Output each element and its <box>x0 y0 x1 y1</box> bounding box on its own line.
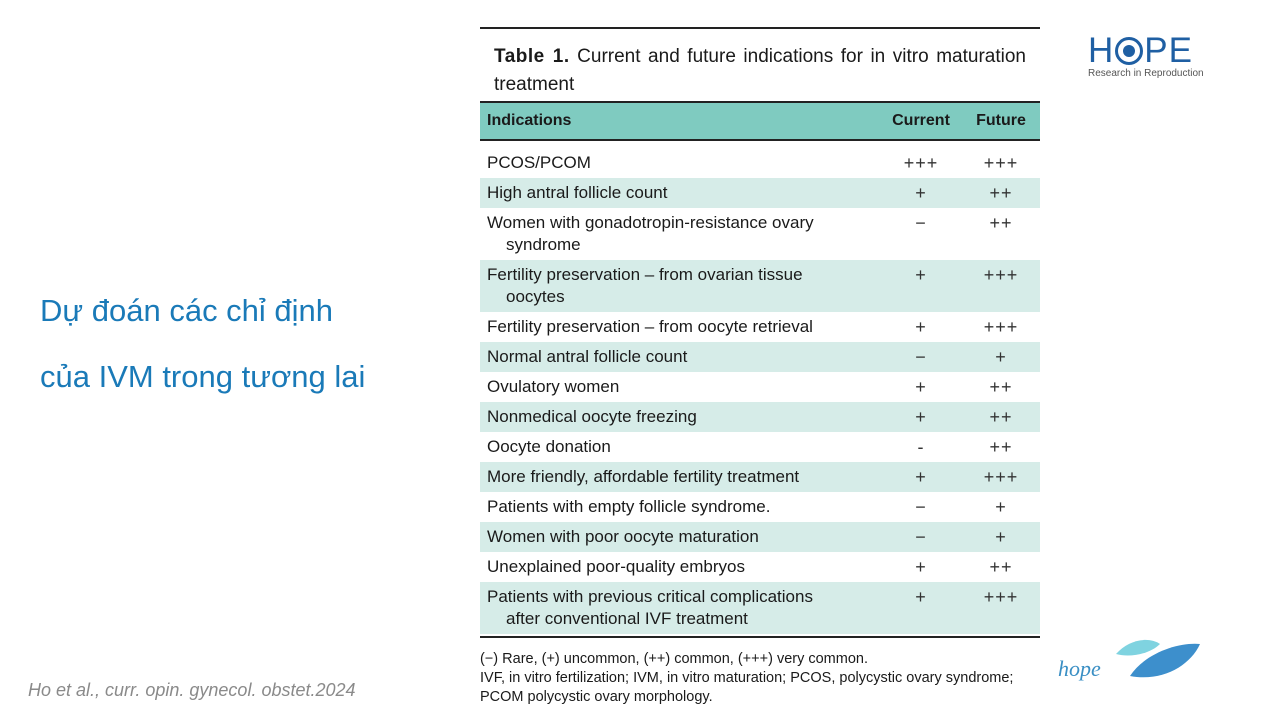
header-future: Future <box>976 112 1026 129</box>
citation: Ho et al., curr. opin. gynecol. obstet.2024 <box>28 680 356 700</box>
indication-text: Ovulatory women <box>487 377 620 396</box>
current-cell: + <box>915 183 927 203</box>
hope-footer-logo <box>1058 636 1208 686</box>
table-row <box>480 372 1040 402</box>
indication-text: Women with poor oocyte maturation <box>487 527 759 546</box>
table-row <box>480 342 1040 372</box>
current-cell: +++ <box>903 153 939 173</box>
table-row <box>480 402 1040 432</box>
future-cell: ++ <box>989 377 1013 397</box>
table-caption <box>480 29 1040 101</box>
indication-text-continued: syndrome <box>506 235 581 254</box>
current-cell: + <box>915 407 927 427</box>
current-cell: - <box>917 437 925 457</box>
leaf-icon <box>1058 636 1208 686</box>
indication-text: Patients with previous critical complications <box>487 587 813 606</box>
indication-cell <box>480 264 880 308</box>
indication-cell <box>480 406 880 428</box>
indication-text: PCOS/PCOM <box>487 153 591 172</box>
table-row <box>480 552 1040 582</box>
indication-cell <box>480 436 880 458</box>
future-cell: ++ <box>989 183 1013 203</box>
current-cell: + <box>915 377 927 397</box>
future-cell: ++ <box>989 437 1013 457</box>
table-row <box>480 208 1040 260</box>
future-cell: +++ <box>983 587 1019 607</box>
future-cell: + <box>995 527 1007 547</box>
table-footnote <box>480 638 1040 707</box>
future-cell: +++ <box>983 467 1019 487</box>
slide-title-line1: Dự đoán các chỉ định <box>40 293 334 328</box>
indication-text: More friendly, affordable fertility treatment <box>487 467 800 486</box>
header-indications: Indications <box>487 112 572 129</box>
indication-text: High antral follicle count <box>487 183 668 202</box>
current-cell: + <box>915 557 927 577</box>
future-cell: ++ <box>989 213 1013 233</box>
slide-title-line2: của IVM trong tương lai <box>40 359 366 394</box>
indication-cell <box>480 586 880 630</box>
future-cell: + <box>995 497 1007 517</box>
current-cell: + <box>915 467 927 487</box>
logo-letter-h: H <box>1088 31 1115 70</box>
indication-cell <box>480 316 880 338</box>
indication-cell <box>480 212 880 256</box>
caption-text: Current and future indications for in vitro maturation treatment <box>494 46 1026 95</box>
caption-label: Table 1. <box>494 46 570 67</box>
indication-cell <box>480 376 880 398</box>
indication-cell <box>480 152 880 174</box>
footnote-legend: (−) Rare, (+) uncommon, (++) common, (+++) very common. <box>480 651 868 667</box>
current-cell: − <box>915 527 927 547</box>
current-cell: + <box>915 265 927 285</box>
indication-cell <box>480 346 880 368</box>
hope-footer-word: hope <box>1058 656 1101 681</box>
table-row <box>480 432 1040 462</box>
table-row <box>480 178 1040 208</box>
indication-text: Patients with empty follicle syndrome. <box>487 497 771 516</box>
indication-cell <box>480 466 880 488</box>
table-row <box>480 522 1040 552</box>
indication-text: Fertility preservation – from ovarian tissue <box>487 265 803 284</box>
indication-text-continued: after conventional IVF treatment <box>506 609 748 628</box>
current-cell: + <box>915 587 927 607</box>
indication-cell <box>480 496 880 518</box>
current-cell: + <box>915 317 927 337</box>
future-cell: +++ <box>983 265 1019 285</box>
header-current: Current <box>892 112 950 129</box>
indication-cell <box>480 556 880 578</box>
indication-text: Nonmedical oocyte freezing <box>487 407 697 426</box>
indication-text: Women with gonadotropin-resistance ovary <box>487 213 814 232</box>
table-row <box>480 260 1040 312</box>
table-row <box>480 312 1040 342</box>
slide-title <box>40 278 365 410</box>
logo-letters-pe: PE <box>1144 31 1193 70</box>
hope-logo <box>1088 31 1208 79</box>
table-row <box>480 148 1040 178</box>
future-cell: + <box>995 347 1007 367</box>
future-cell: +++ <box>983 317 1019 337</box>
eye-icon <box>1115 37 1143 65</box>
current-cell: − <box>915 347 927 367</box>
indication-text: Fertility preservation – from oocyte retrieval <box>487 317 813 336</box>
future-cell: ++ <box>989 557 1013 577</box>
indication-text: Normal antral follicle count <box>487 347 688 366</box>
indication-text-continued: oocytes <box>506 287 565 306</box>
current-cell: − <box>915 213 927 233</box>
table-row <box>480 462 1040 492</box>
indication-text: Oocyte donation <box>487 437 611 456</box>
future-cell: ++ <box>989 407 1013 427</box>
logo-subtitle: Research in Reproduction <box>1088 68 1204 79</box>
footnote-abbreviations: IVF, in vitro fertilization; IVM, in vitro maturation; PCOS, polycystic ovary syndrome; PCOM polycystic ovary morphology. <box>480 670 1014 705</box>
indication-cell <box>480 526 880 548</box>
table-row <box>480 492 1040 522</box>
indication-cell <box>480 182 880 204</box>
table-header <box>480 101 1040 141</box>
indications-table <box>480 27 1040 707</box>
current-cell: − <box>915 497 927 517</box>
table-body <box>480 141 1040 634</box>
future-cell: +++ <box>983 153 1019 173</box>
table-row <box>480 582 1040 634</box>
indication-text: Unexplained poor-quality embryos <box>487 557 745 576</box>
